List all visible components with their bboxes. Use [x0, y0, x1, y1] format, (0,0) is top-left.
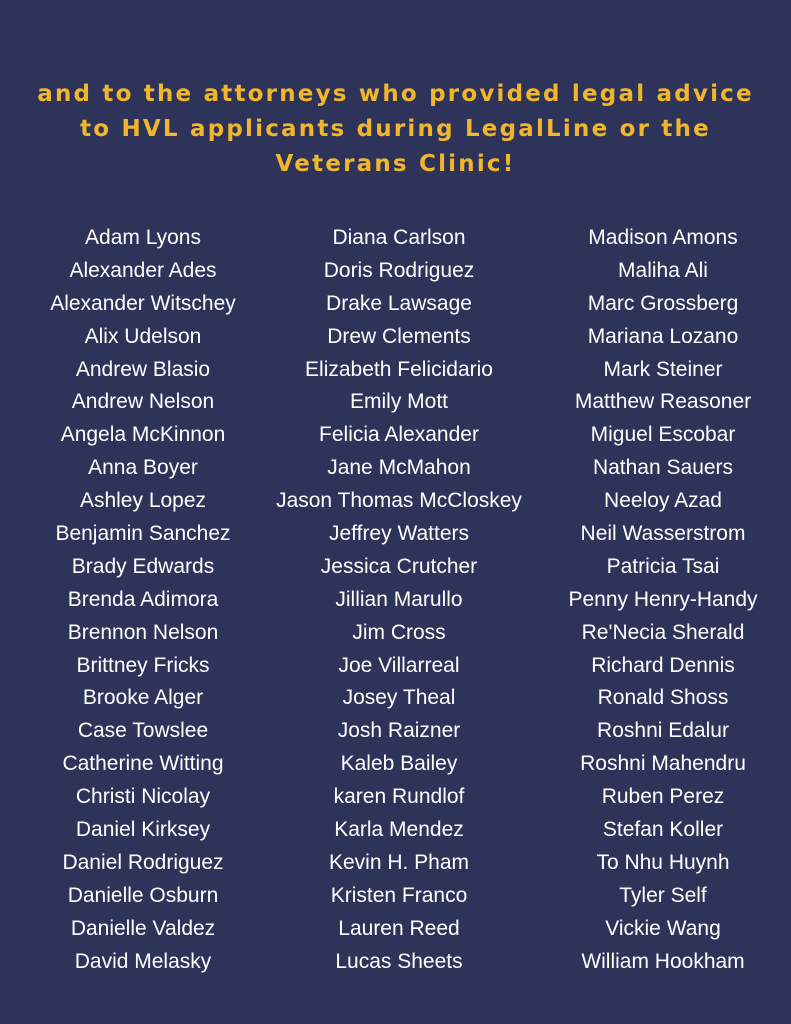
attorney-name: Miguel Escobar: [590, 423, 736, 447]
heading-line-3: Veterans Clinic!: [275, 151, 516, 177]
heading-line-1: and to the attorneys who provided legal advice: [37, 81, 754, 107]
attorney-name: Emily Mott: [349, 390, 448, 414]
attorney-name: Jane McMahon: [327, 456, 471, 480]
names-column-1: [0, 222, 288, 978]
attorney-name: Jessica Crutcher: [320, 554, 478, 578]
attorney-name: Stefan Koller: [602, 818, 724, 842]
attorney-name: Danielle Valdez: [70, 916, 216, 940]
attorney-name: Alexander Ades: [69, 258, 217, 282]
attorney-name: Daniel Kirksey: [75, 818, 211, 842]
attorney-name: Kevin H. Pham: [328, 850, 470, 874]
attorney-name: Ruben Perez: [601, 785, 725, 809]
attorney-name: Adam Lyons: [85, 226, 201, 249]
attorney-name: Jeffrey Watters: [328, 522, 470, 546]
attorney-name: Maliha Ali: [618, 258, 708, 282]
attorney-name: Andrew Nelson: [71, 390, 215, 414]
attorney-name: Nathan Sauers: [592, 456, 734, 480]
attorney-name: Ashley Lopez: [79, 489, 207, 513]
attorney-name: Mark Steiner: [603, 357, 723, 381]
attorney-name: David Melasky: [74, 949, 212, 973]
attorney-name: Alexander Witschey: [50, 291, 236, 315]
attorney-name: Ronald Shoss: [597, 686, 729, 710]
attorney-name: Catherine Witting: [62, 752, 224, 776]
attorney-name: Brittney Fricks: [76, 653, 210, 677]
attorney-name: Mariana Lozano: [587, 324, 739, 348]
heading-line-2: to HVL applicants during LegalLine or the: [80, 116, 711, 142]
attorney-name: Josey Theal: [342, 686, 456, 710]
attorney-name: Re'Necia Sherald: [581, 620, 745, 644]
attorney-name: Case Towslee: [77, 719, 209, 743]
attorney-name: William Hookham: [581, 949, 745, 973]
attorney-name: Karla Mendez: [334, 818, 464, 842]
attorney-name: Felicia Alexander: [319, 423, 479, 447]
attorney-name: Brady Edwards: [71, 554, 215, 578]
attorney-name: Daniel Rodriguez: [62, 850, 224, 874]
attorney-name: Madison Amons: [588, 226, 738, 249]
attorney-name: Marc Grossberg: [587, 291, 739, 315]
attorney-name: Brenda Adimora: [67, 587, 219, 611]
attorney-name: Roshni Edalur: [597, 719, 729, 743]
attorney-name: Brooke Alger: [82, 686, 204, 710]
attorney-name: Kaleb Bailey: [340, 752, 458, 776]
attorney-name: Brennon Nelson: [67, 620, 219, 644]
attorney-name: Richard Dennis: [591, 653, 735, 677]
attorney-name: Lucas Sheets: [335, 949, 463, 973]
attorney-name: Danielle Osburn: [67, 883, 219, 907]
attorney-name: Kristen Franco: [330, 883, 468, 907]
attorney-name: Drew Clements: [327, 324, 471, 348]
attorney-name: Matthew Reasoner: [574, 390, 752, 414]
attorney-name: Penny Henry-Handy: [568, 587, 758, 611]
names-column-3: [518, 222, 791, 978]
attorney-name: Jason Thomas McCloskey: [276, 489, 522, 513]
attorney-name: Neeloy Azad: [604, 489, 722, 513]
attorney-name: Jillian Marullo: [335, 587, 463, 611]
attorney-name: Roshni Mahendru: [580, 752, 746, 776]
attorney-name: Lauren Reed: [338, 916, 460, 940]
attorney-names-grid: [0, 222, 791, 992]
attorney-name: Joe Villarreal: [338, 653, 460, 677]
attorney-name: karen Rundlof: [333, 785, 465, 809]
attorney-name: Josh Raizner: [337, 719, 461, 743]
attorney-name: Alix Udelson: [84, 324, 202, 348]
attorney-name: Jim Cross: [352, 620, 446, 644]
attorney-name: Vickie Wang: [605, 916, 721, 940]
attorney-name: Elizabeth Felicidario: [305, 357, 493, 381]
attorney-name: Drake Lawsage: [326, 291, 472, 315]
attorney-name: Christi Nicolay: [75, 785, 211, 809]
attorney-name: Angela McKinnon: [60, 423, 226, 447]
attorney-name: Andrew Blasio: [75, 357, 211, 381]
attorney-name: Benjamin Sanchez: [55, 522, 231, 546]
names-column-2: [254, 222, 544, 978]
attorney-name: Doris Rodriguez: [323, 258, 475, 282]
attorney-name: Diana Carlson: [332, 226, 466, 249]
attorney-name: Anna Boyer: [88, 456, 198, 480]
page-heading: [0, 77, 791, 182]
attorney-name: Tyler Self: [619, 883, 707, 907]
attorney-name: To Nhu Huynh: [596, 850, 730, 874]
attorney-name: Patricia Tsai: [606, 554, 720, 578]
attorney-name: Neil Wasserstrom: [580, 522, 746, 546]
